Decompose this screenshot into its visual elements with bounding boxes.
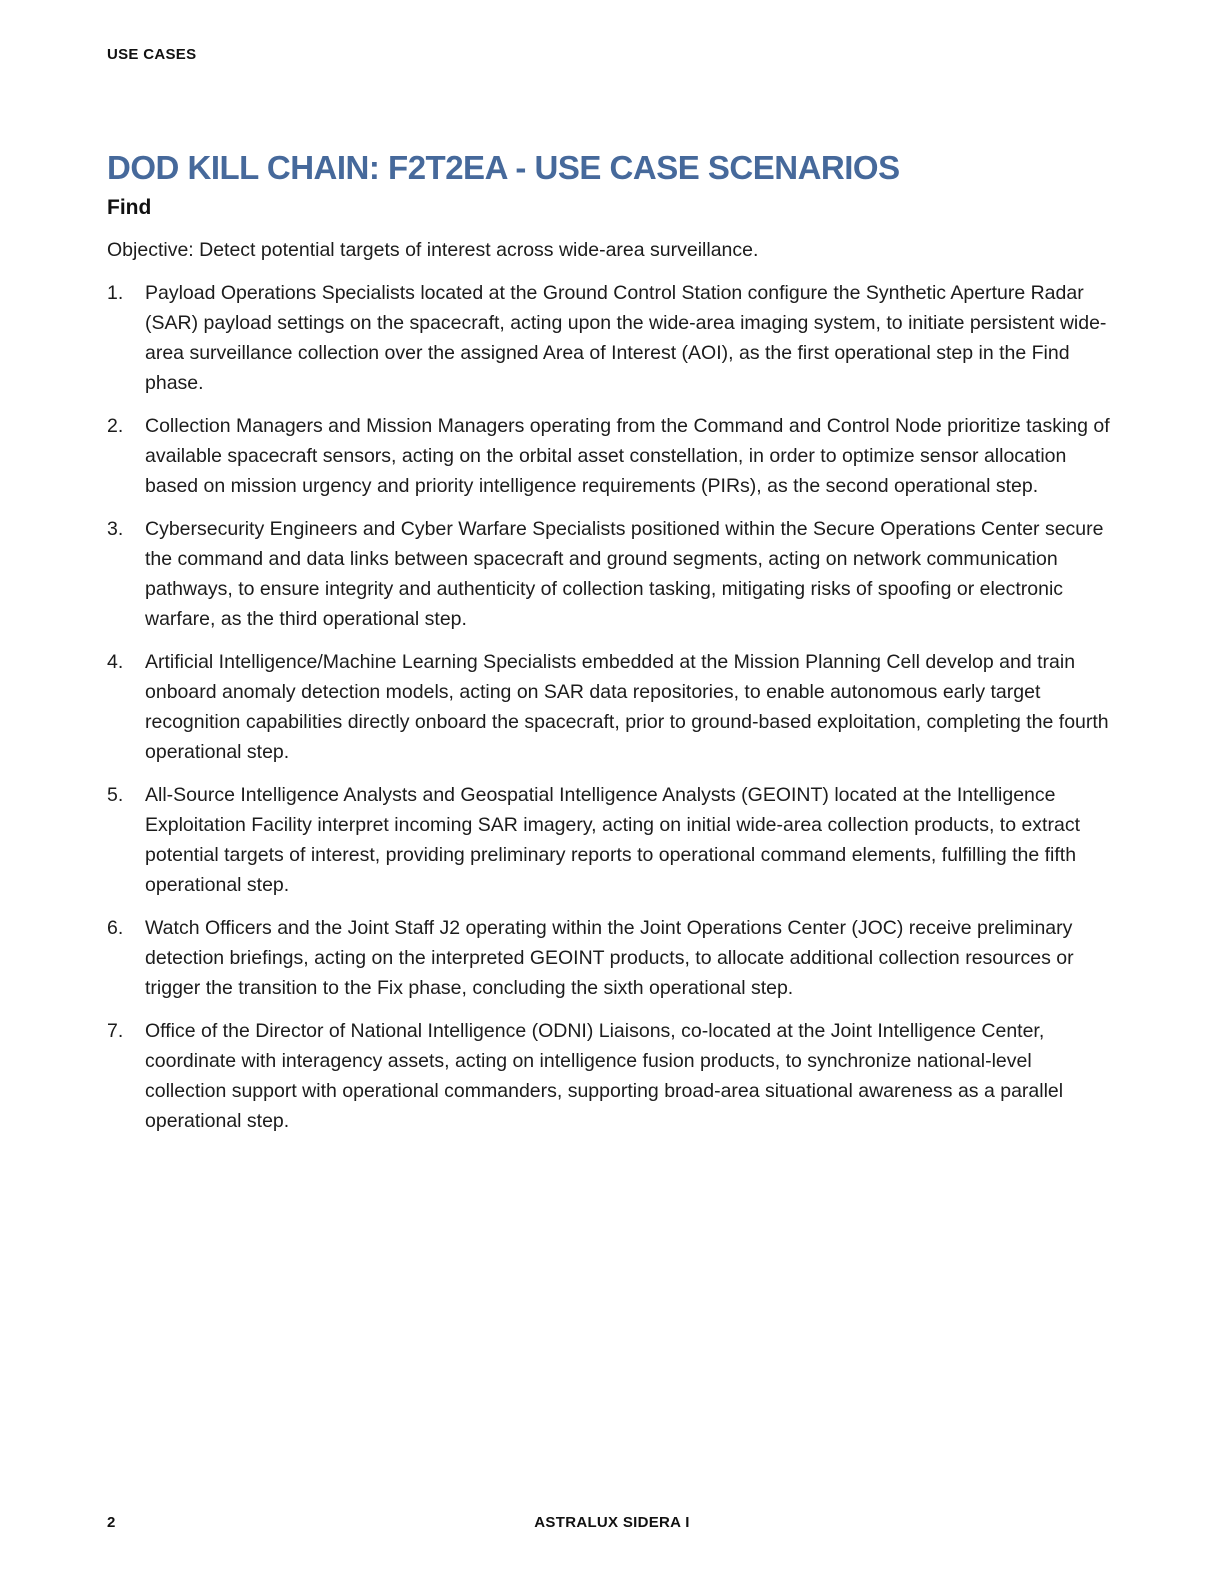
list-item-text: All-Source Intelligence Analysts and Geospatial Intelligence Analysts (GEOINT) located at the Intelligence Exploitation Facility interpret incoming SAR imagery, acting on initial wide-area collection products, to extract potential targets of interest, providing preliminary reports to operational command elements, fulfilling the fifth operational step. <box>145 784 1080 897</box>
list-item <box>107 1016 1117 1136</box>
list-item-text: Watch Officers and the Joint Staff J2 operating within the Joint Operations Center (JOC) receive preliminary detection briefings, acting on the interpreted GEOINT products, to allocate additional collection resources or trigger the transition to the Fix phase, concluding the sixth operational step. <box>145 917 1074 1000</box>
list-item-text: Cybersecurity Engineers and Cyber Warfare Specialists positioned within the Secure Operations Center secure the command and data links between spacecraft and ground segments, acting on network communication pathways, to ensure integrity and authenticity of collection tasking, mitigating risks of spoofing or electronic warfare, as the third operational step. <box>145 518 1104 631</box>
objective-text: Objective: Detect potential targets of interest across wide-area surveillance. <box>107 239 759 262</box>
list-item <box>107 647 1117 767</box>
list-item <box>107 411 1117 501</box>
page-content <box>107 150 1117 1149</box>
list-item-number: 3. <box>107 518 124 541</box>
footer-doc-name: ASTRALUX SIDERA I <box>534 1514 690 1531</box>
list-item <box>107 780 1117 900</box>
page-title: DOD KILL CHAIN: F2T2EA - USE CASE SCENARIOS <box>107 149 900 186</box>
list-item-number: 4. <box>107 651 124 674</box>
list-item-number: 2. <box>107 415 124 438</box>
list-item-number: 6. <box>107 917 124 940</box>
list-item <box>107 913 1117 1003</box>
list-item-text: Office of the Director of National Intelligence (ODNI) Liaisons, co-located at the Joint Intelligence Center, coordinate with interagency assets, acting on intelligence fusion products, to synchronize national-level collection support with operational commanders, supporting broad-area situational awareness as a parallel operational step. <box>145 1020 1064 1133</box>
list-item-number: 1. <box>107 282 124 305</box>
list-item-text: Collection Managers and Mission Managers operating from the Command and Control Node prioritize tasking of available spacecraft sensors, acting on the orbital asset constellation, in order to optimize sensor allocation based on mission urgency and priority intelligence requirements (PIRs), as the second operational step. <box>145 415 1110 498</box>
list-item-number: 5. <box>107 784 124 807</box>
use-case-list <box>107 278 1117 1136</box>
list-item-number: 7. <box>107 1020 124 1043</box>
list-item-text: Payload Operations Specialists located at the Ground Control Station configure the Synthetic Aperture Radar (SAR) payload settings on the spacecraft, acting upon the wide-area imaging system, to initiate persistent wide-area surveillance collection over the assigned Area of Interest (AOI), as the first operational step in the Find phase. <box>145 282 1107 395</box>
list-item <box>107 278 1117 398</box>
page-footer <box>0 1514 1224 1536</box>
list-item-text: Artificial Intelligence/Machine Learning Specialists embedded at the Mission Planning Cell develop and train onboard anomaly detection models, acting on SAR data repositories, to enable autonomous early target recognition capabilities directly onboard the spacecraft, prior to ground-based exploitation, completing the fourth operational step. <box>145 651 1109 764</box>
list-item <box>107 514 1117 634</box>
running-header: USE CASES <box>107 46 197 63</box>
section-heading-find: Find <box>107 196 152 220</box>
page-number: 2 <box>107 1514 116 1531</box>
